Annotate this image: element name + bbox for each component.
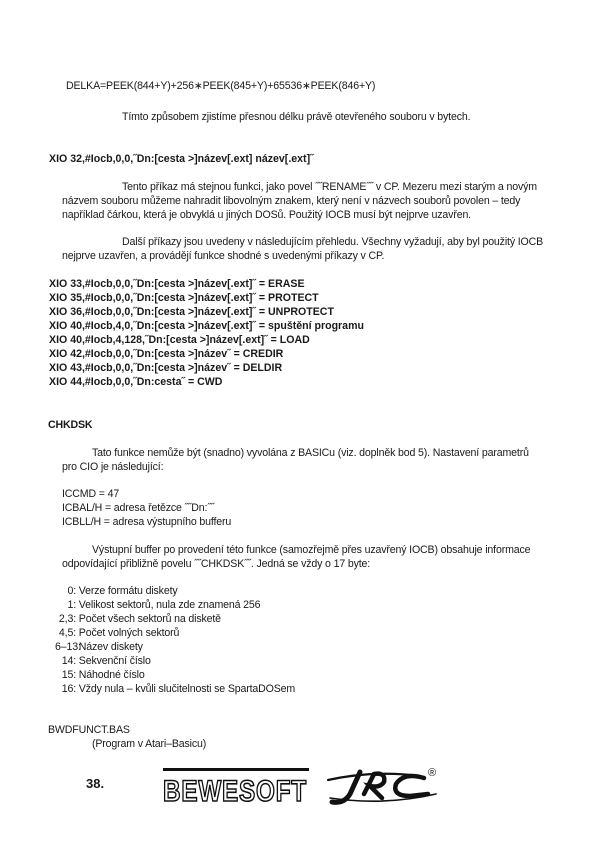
byte-description: Verze formátu diskety — [78, 585, 178, 597]
file-description: (Program v Atari–Basicu) — [92, 738, 207, 750]
byte-index: 0: — [67, 585, 76, 597]
xio-list-item: XIO 42,#Iocb,0,0,˝Dn:[cesta >]název˝ = CREDIR — [49, 348, 284, 360]
byte-list-item — [55, 655, 151, 668]
byte-index: 16: — [61, 683, 76, 695]
peek-formula: DELKA=PEEK(844+Y)+256∗PEEK(845+Y)+65536∗PEEK(846+Y) — [66, 80, 376, 92]
formula-description: Tímto způsobem zjistíme přesnou délku právě otevřeného souboru v bytech. — [122, 111, 471, 123]
byte-list-item — [55, 641, 143, 654]
byte-description: Název diskety — [78, 641, 143, 653]
jrc-logo-art — [328, 772, 436, 802]
byte-index: 2,3: — [58, 613, 76, 625]
jrc-logo-text: JRC — [325, 807, 327, 808]
byte-index: 1: — [67, 599, 76, 611]
byte-list-item — [55, 599, 260, 612]
buffer-para-line-1: Výstupní buffer po provedení této funkce (samozřejmě přes uzavřený IOCB) obsahuje informace — [92, 544, 531, 556]
param-icbal: ICBAL/H = adresa řetězce ˝˝Dn:˝˝ — [62, 502, 215, 514]
xio-list-item: XIO 40,#Iocb,4,0,˝Dn:[cesta >]název[.ext]˝ = spuštění programu — [49, 320, 364, 332]
byte-description: Počet volných sektorů — [78, 627, 180, 639]
byte-description: Náhodné číslo — [78, 669, 145, 681]
xio-list-item: XIO 33,#Iocb,0,0,˝Dn:[cesta >]název[.ext]˝ = ERASE — [49, 278, 305, 290]
rename-para-line-3: například čárkou, která je obvyklá u jiných DOSů. Použitý IOCB musí být nejprve uzavřen. — [62, 209, 471, 221]
chkdsk-para-line-2: pro CIO je následující: — [62, 461, 164, 473]
xio32-heading: XIO 32,#Iocb,0,0,˝Dn:[cesta >]název[.ext] název[.ext]˝ — [49, 153, 314, 165]
further-para-line-2: nejprve uzavřen, a provádějí funkce shodné s uvedenými příkazy v CP. — [62, 250, 385, 262]
byte-description: Počet všech sektorů na disketě — [78, 613, 221, 625]
byte-list-item — [55, 613, 221, 626]
logo-top-bar — [163, 768, 309, 771]
bewesoft-logo-text: BEWESOFT — [163, 775, 307, 804]
param-iccmd: ICCMD = 47 — [62, 488, 120, 500]
byte-list-item — [55, 683, 295, 696]
xio-list-item: XIO 35,#Iocb,0,0,˝Dn:[cesta >]název[.ext]˝ = PROTECT — [49, 292, 319, 304]
registered-mark: ® — [428, 767, 437, 779]
file-name: BWDFUNCT.BAS — [48, 724, 130, 736]
byte-index: 14: — [61, 655, 76, 667]
xio-list-item: XIO 43,#Iocb,0,0,˝Dn:[cesta >]název˝ = DELDIR — [49, 362, 283, 374]
byte-index: 4,5: — [58, 627, 76, 639]
byte-list-item — [55, 627, 179, 640]
bewesoft-logo — [161, 766, 311, 804]
byte-list-item — [55, 585, 178, 598]
page-number: 38. — [86, 776, 105, 791]
byte-index: 6–13: — [55, 641, 81, 653]
byte-index: 15: — [61, 669, 76, 681]
byte-description: Sekvenční číslo — [78, 655, 151, 667]
rename-para-line-1: Tento příkaz má stejnou funkci, jako povel ˝˝RENAME˝˝ v CP. Mezeru mezi starým a novým — [122, 181, 537, 193]
xio-list-item: XIO 44,#Iocb,0,0,˝Dn:cesta˝ = CWD — [49, 376, 223, 388]
byte-description: Vždy nula – kvůli slučitelnosti se SpartaDOSem — [78, 683, 296, 695]
byte-list-item — [55, 669, 145, 682]
chkdsk-para-line-1: Tato funkce nemůže být (snadno) vyvolána z BASICu (viz. doplněk bod 5). Nastavení parametrů — [92, 447, 529, 459]
xio-list-item: XIO 40,#Iocb,4,128,˝Dn:[cesta >]název[.ext]˝ = LOAD — [49, 334, 310, 346]
further-para-line-1: Další příkazy jsou uvedeny v následujícím přehledu. Všechny vyžadují, aby byl použitý IOCB — [122, 236, 544, 248]
rename-para-line-2: názvem souboru můžeme nahradit libovolným znakem, který není v názvech souborů povolen – tedy — [62, 195, 521, 207]
jrc-logo — [324, 764, 444, 808]
buffer-para-line-2: odpovídající přibližně povelu ˝˝CHKDSK˝˝. Jedná se vždy o 17 byte: — [62, 558, 371, 570]
param-icbll: ICBLL/H = adresa výstupního bufferu — [62, 516, 232, 528]
xio-list-item: XIO 36,#Iocb,0,0,˝Dn:[cesta >]název[.ext]˝ = UNPROTECT — [49, 306, 334, 318]
byte-description: Velikost sektorů, nula zde znamená 256 — [78, 599, 261, 611]
chkdsk-heading: CHKDSK — [48, 419, 93, 431]
